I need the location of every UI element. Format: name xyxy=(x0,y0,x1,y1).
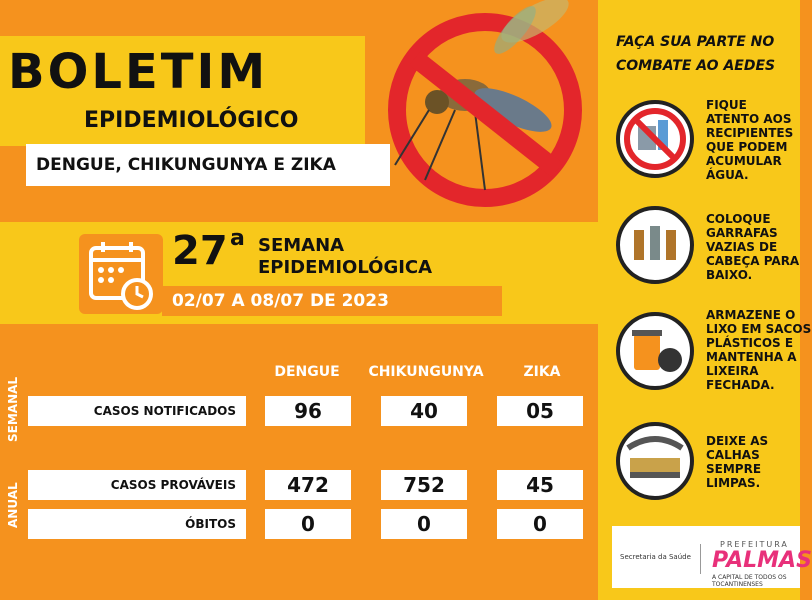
cell-chikungunya-obitos: 0 xyxy=(381,509,467,539)
row-label-casos-provaveis: CASOS PROVÁVEIS xyxy=(28,470,246,500)
calendar-icon xyxy=(79,234,163,314)
cell-dengue-obitos: 0 xyxy=(265,509,351,539)
row-label-obitos: ÓBITOS xyxy=(28,509,246,539)
cell-zika-obitos: 0 xyxy=(497,509,583,539)
prevention-title-line1: FAÇA SUA PARTE NO xyxy=(616,34,775,50)
week-number: 27 xyxy=(172,228,228,274)
column-header-chikungunya: CHIKUNGUNYA xyxy=(368,364,484,380)
column-header-zika: ZIKA xyxy=(523,364,561,380)
no-mosquito-icon xyxy=(385,0,595,215)
cell-chikungunya-provaveis: 752 xyxy=(381,470,467,500)
logo-tagline: A CAPITAL DE TODOS OS TOCANTINENSES xyxy=(712,574,787,588)
prevention-panel xyxy=(598,0,800,600)
date-range: 02/07 A 08/07 DE 2023 xyxy=(172,291,389,311)
row-label-casos-notificados: CASOS NOTIFICADOS xyxy=(28,396,246,426)
prefeitura-label: PREFEITURA xyxy=(720,540,789,549)
tip-1-text: FIQUE ATENTO AOS RECIPIENTES QUE PODEM ACUMULAR ÁGUA. xyxy=(706,98,794,182)
prevention-title-line2: COMBATE AO AEDES xyxy=(616,58,776,74)
logo-divider xyxy=(700,544,701,574)
week-label-line1: SEMANA xyxy=(258,235,345,256)
tip-2-text: COLOQUE GARRAFAS VAZIAS DE CABEÇA PARA BAIXO. xyxy=(706,212,800,282)
cell-zika-provaveis: 45 xyxy=(497,470,583,500)
bulletin-title: BOLETIM xyxy=(8,44,269,100)
column-header-dengue: DENGUE xyxy=(274,364,340,380)
tip-3-text: ARMAZENE O LIXO EM SACOS PLÁSTICOS E MANTENHA A LIXEIRA FECHADA. xyxy=(706,308,812,392)
semanal-label: SEMANAL xyxy=(6,376,20,442)
week-label-line2: EPIDEMIOLÓGICA xyxy=(258,257,433,278)
cell-dengue-provaveis: 472 xyxy=(265,470,351,500)
bottles-icon xyxy=(616,206,694,284)
diseases-label: DENGUE, CHIKUNGUNYA E ZIKA xyxy=(36,155,336,175)
cell-zika-notificados: 05 xyxy=(497,396,583,426)
no-containers-icon xyxy=(616,100,694,178)
cell-chikungunya-notificados: 40 xyxy=(381,396,467,426)
trash-bin-icon xyxy=(616,312,694,390)
cell-dengue-notificados: 96 xyxy=(265,396,351,426)
tip-4-text: DEIXE AS CALHAS SEMPRE LIMPAS. xyxy=(706,434,769,490)
palmas-logo: PALMAS xyxy=(712,548,812,573)
secretaria-label: Secretaria da Saúde xyxy=(620,553,691,561)
bulletin-subtitle: EPIDEMIOLÓGICO xyxy=(84,108,299,133)
anual-label: ANUAL xyxy=(6,482,20,528)
week-ordinal: a xyxy=(230,226,245,251)
gutter-icon xyxy=(616,422,694,500)
